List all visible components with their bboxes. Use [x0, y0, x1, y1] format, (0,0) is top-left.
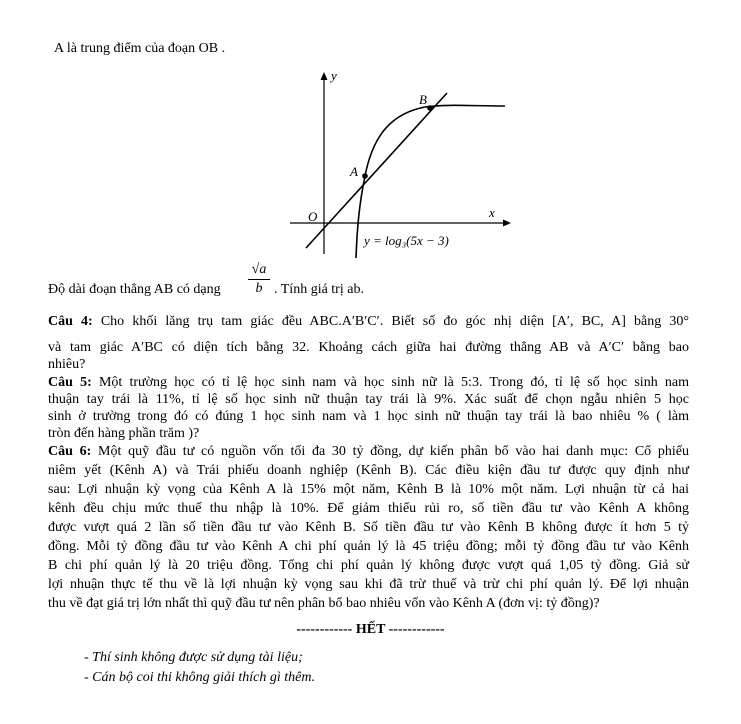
q4-line-1: Câu 4: Cho khối lăng trụ tam giác đều ABC.A′B′C′. Biết số đo góc nhị diện [A′, BC, A] bằng 30°: [48, 314, 689, 329]
q6-line-3: sau: Lợi nhuận kỳ vọng của Kênh A là 15% một năm, Kênh B là 10% một năm. Lợi nhuận từ cả hai: [48, 482, 689, 497]
y-label: y: [331, 68, 337, 83]
point-b-dot: [427, 105, 433, 111]
q6-line-5: được vượt quá 2 lần số tiền đầu tư vào Kênh B. Số tiền đầu tư vào Kênh B không được ít hơn 5 tỷ: [48, 520, 689, 535]
point-b-label: B: [419, 92, 427, 107]
q6-line-1: Câu 6: Một quỹ đầu tư có nguồn vốn tối đa 30 tỷ đồng, dự kiến phân bổ vào hai danh mục: Cổ phiếu: [48, 444, 690, 459]
point-a-dot: [362, 173, 368, 179]
footer-note-1: - Thí sinh không được sử dụng tài liệu;: [84, 650, 303, 665]
q4-line-2: và tam giác A′BC có diện tích bằng 32. Khoảng cách giữa hai đường thẳng AB và A′C′ bằng bao: [48, 340, 689, 355]
q6-line-9: thu về đạt giá trị lớn nhất thì quỹ đầu tư nên phân bổ bao nhiêu vốn vào Kênh A (đơn vị: tỷ đồng)?: [48, 596, 600, 611]
ab-fraction: [248, 262, 270, 297]
line-oab: [306, 93, 447, 248]
q4-line-3: nhiêu?: [48, 357, 86, 372]
x-label: x: [489, 205, 495, 220]
intro-line: A là trung điểm của đoạn OB .: [54, 41, 226, 56]
q6-line-4: kênh đều chịu mức thuế thu nhập là 10%. Để giảm thiểu rủi ro, số tiền đầu tư vào Kênh A không: [48, 501, 689, 516]
q6-line-7: B chi phí quản lý là 20 triệu đồng. Tổng chi phí quản lý không được vượt quá 1,05 tỷ đồng. Giả sử: [48, 558, 689, 573]
x-axis-arrow: [503, 220, 511, 227]
q4-label: Câu 4:: [48, 314, 93, 329]
q5-label: Câu 5:: [48, 375, 92, 390]
q6-label: Câu 6:: [48, 444, 92, 459]
footer-note-2: - Cán bộ coi thi không giải thích gì thêm.: [84, 670, 315, 685]
y-axis-arrow: [321, 72, 328, 80]
q5-line-2: thuận tay trái là 11%, tỉ lệ số học sinh nữ thuận tay trái là 9%. Xác suất để chọn ngẫu nhiên 5 học: [48, 392, 689, 407]
ab-question-prefix: Độ dài đoạn thẳng AB có dạng: [48, 282, 221, 297]
q5-line-3: sinh ở trường trong đó có đúng 1 học sinh nam và 1 học sinh nữ thuận tay trái là bao nhiêu % ( làm: [48, 409, 689, 424]
q6-line-8: lợi nhuận thực tế thu về là lợi nhuận kỳ vọng sau khi đã trừ thuế và trừ chi phí quản lý. Để lợi nhuận: [48, 577, 689, 592]
fraction-denominator: b: [255, 281, 263, 296]
q5-line-4: tròn đến hàng phần trăm )?: [48, 426, 200, 441]
end-mark: ------------ HẾT ------------: [296, 622, 445, 637]
fraction-numerator: √a: [251, 262, 267, 277]
q6-line-2: niêm yết (Kênh A) và Trái phiếu doanh nghiệp (Kênh B). Các điều kiện đầu tư được quy định như: [48, 463, 689, 478]
q6-line-6: đồng. Mỗi tỷ đồng đầu tư vào Kênh A chi phí quản lý là 45 triệu đồng; mỗi tỷ đồng đầu tư vào Kênh: [48, 539, 689, 554]
curve-label: y = log₃(5x − 3): [364, 233, 449, 248]
point-a-label: A: [350, 164, 358, 179]
ab-question-suffix: . Tính giá trị ab.: [274, 282, 364, 297]
q5-line-1: Câu 5: Một trường học có tỉ lệ học sinh nam và học sinh nữ là 5:3. Trong đó, tỉ lệ số học sinh nam: [48, 375, 689, 390]
origin-label: O: [308, 209, 318, 224]
